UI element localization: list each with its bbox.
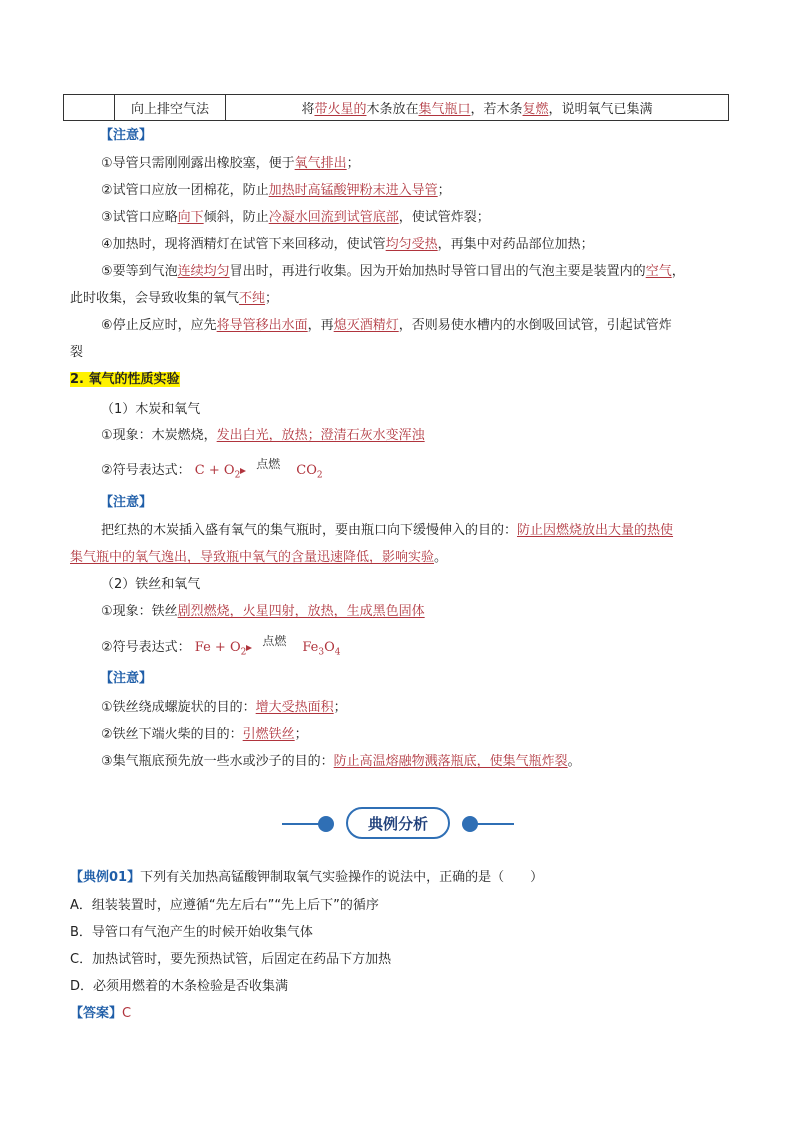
note1-item: ③试管口应略向下倾斜，防止冷凝水回流到试管底部，使试管炸裂；: [101, 210, 490, 225]
note1-item: 此时收集，会导致收集的氧气不纯；: [70, 291, 279, 306]
note1-item: 裂: [70, 345, 84, 360]
note-label: 【注意】: [100, 495, 153, 510]
desc-text: 将: [301, 102, 315, 117]
decor-dot-icon: [318, 816, 334, 832]
note1-item: ①导管只需刚刚露出橡胶塞，便于氧气排出；: [101, 156, 360, 171]
answer: 【答案】C: [70, 1006, 132, 1021]
banner-title: 典例分析: [367, 814, 428, 833]
option-a: A．组装装置时，应遵循“先左后右”“先上后下”的循序: [70, 898, 379, 913]
subheading: （1）木炭和氧气: [101, 402, 201, 417]
note1-item: ⑤要等到气泡连续均匀冒出时，再进行收集。因为开始加热时导管口冒出的气泡主要是装置内的空气，: [101, 264, 685, 279]
section-banner: [282, 807, 514, 841]
observation: ①现象：木炭燃烧，发出白光，放热；澄清石灰水变浑浊: [101, 428, 425, 443]
desc-answer: 带火星的: [314, 102, 367, 117]
method-label: 向上排空气法: [130, 102, 209, 117]
desc-answer: 复燃: [522, 102, 549, 117]
note-label: 【注意】: [100, 128, 153, 143]
desc-text: ，若木条: [470, 102, 523, 117]
option-c: C．加热试管时，要先预热试管，后固定在药品下方加热: [70, 952, 392, 967]
equation-line: ②符号表达式： $C + O_2$ 点燃 $CO_2$: [101, 456, 323, 481]
note3-item: ②铁丝下端火柴的目的：引燃铁丝；: [101, 727, 308, 742]
table-cell-empty: [64, 95, 115, 120]
note3-item: ①铁丝绕成螺旋状的目的：增大受热面积；: [101, 700, 347, 715]
subheading: （2）铁丝和氧气: [101, 577, 201, 592]
example-question: 【典例01】下列有关加热高锰酸钾制取氧气实验操作的说法中，正确的是（ ）: [70, 870, 544, 885]
note2-line: 集气瓶中的氧气逸出，导致瓶中氧气的含量迅速降低，影响实验。: [70, 550, 448, 565]
equation-line: ②符号表达式： $Fe + O_2$ 点燃 $Fe_3O_4$: [101, 633, 341, 658]
table-cell-desc: [226, 95, 728, 120]
option-d: D．必须用燃着的木条检验是否收集满: [70, 979, 289, 994]
equation: $Fe + O_2$ 点燃 $Fe_3O_4$: [194, 633, 341, 658]
method-table-row: [63, 94, 729, 121]
desc-text: ，说明氧气已集满: [548, 102, 653, 117]
note1-item: ②试管口应放一团棉花，防止加热时高锰酸钾粉末进入导管；: [101, 183, 451, 198]
note3-item: ③集气瓶底预先放一些水或沙子的目的：防止高温熔融物溅落瓶底，使集气瓶炸裂。: [101, 754, 581, 769]
table-cell-method: [115, 95, 226, 120]
note2-line: 把红热的木炭插入盛有氧气的集气瓶时，要由瓶口向下缓慢伸入的目的：防止因燃烧放出大量的热使: [101, 523, 674, 538]
desc-answer: 集气瓶口: [418, 102, 471, 117]
note-label: 【注意】: [100, 671, 153, 686]
desc-text: 木条放在: [366, 102, 419, 117]
section-heading: 2. 氧气的性质实验: [70, 372, 180, 387]
note1-item: ⑥停止反应时，应先将导管移出水面，再熄灭酒精灯，否则易使水槽内的水倒吸回试管，引起试管炸: [101, 318, 672, 333]
observation: ①现象：铁丝剧烈燃烧，火星四射，放热，生成黑色固体: [101, 604, 425, 619]
note1-item: ④加热时，现将酒精灯在试管下来回移动，使试管均匀受热，再集中对药品部位加热；: [101, 237, 594, 252]
option-b: B．导管口有气泡产生的时候开始收集气体: [70, 925, 313, 940]
equation: $C + O_2$ 点燃 $CO_2$: [194, 456, 323, 481]
